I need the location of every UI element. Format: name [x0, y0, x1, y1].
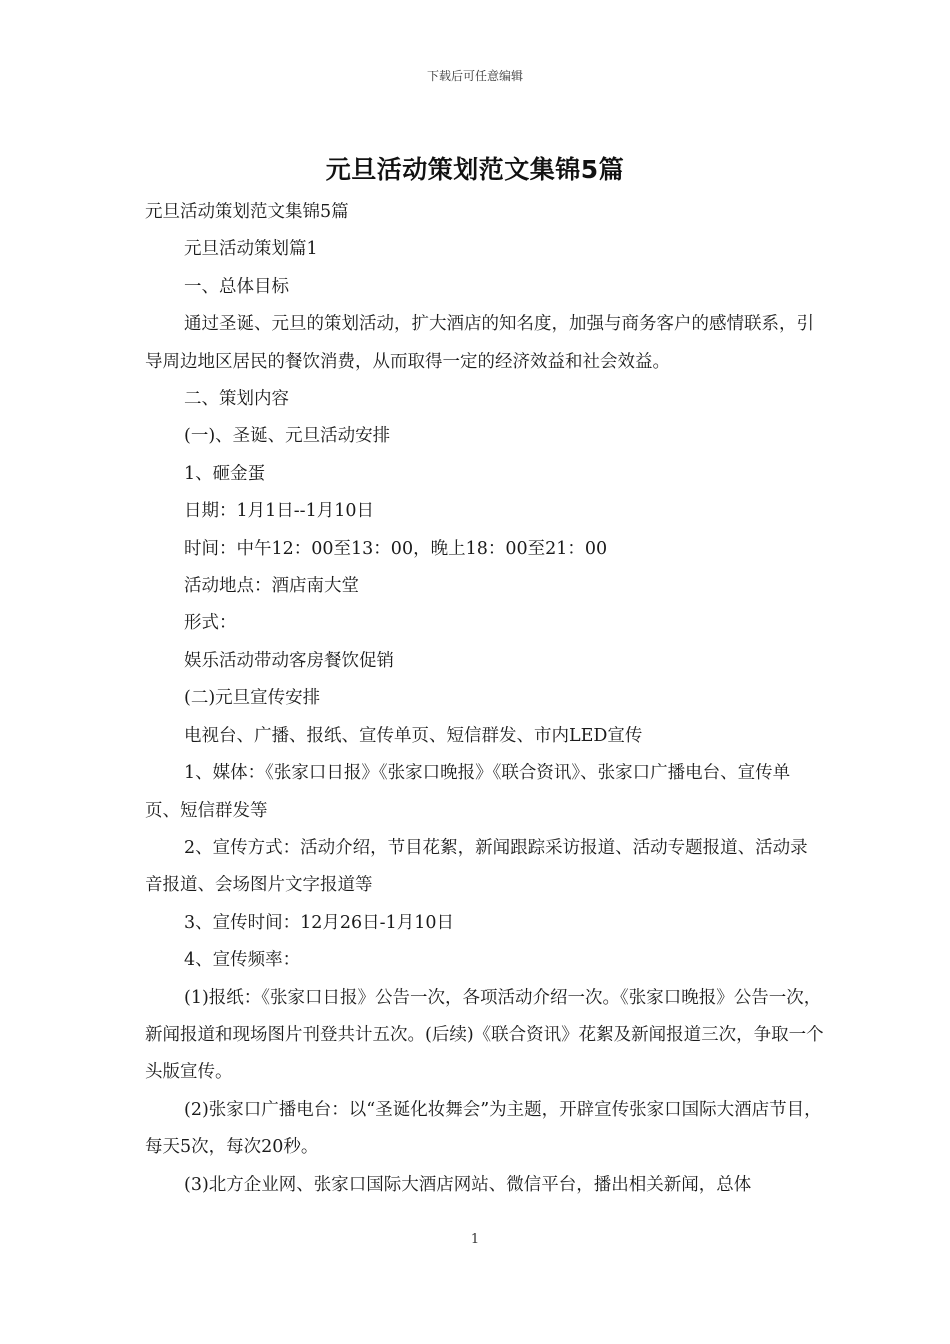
- body-paragraph: 1、媒体：《张家口日报》《张家口晚报》《联合资讯》、张家口广播电台、宣传单页、短信群发等: [145, 763, 791, 821]
- body-paragraph: 电视台、广播、报纸、宣传单页、短信群发、市内LED宣传: [184, 725, 643, 746]
- body-paragraph: (二)元旦宣传安排: [184, 688, 321, 709]
- body-paragraph: 3、宣传时间：12月26日-1月10日: [184, 912, 454, 933]
- body-paragraph: 形式：: [184, 613, 237, 634]
- body-paragraph: 元旦活动策划篇1: [184, 239, 318, 260]
- body-paragraph: 二、策划内容: [184, 389, 289, 410]
- document-body: [145, 194, 825, 1204]
- document-title: 元旦活动策划范文集锦5篇: [325, 155, 625, 184]
- body-paragraph: (一)、圣诞、元旦活动安排: [184, 426, 391, 447]
- body-paragraph: (2)张家口广播电台：以“圣诞化妆舞会”为主题，开辟宣传张家口国际大酒店节目，每天5次，每次20秒。: [145, 1099, 822, 1158]
- body-paragraph: (3)北方企业网、张家口国际大酒店网站、微信平台，播出相关新闻，总体: [184, 1174, 752, 1195]
- header-note: 下载后可任意编辑: [426, 69, 523, 83]
- body-paragraph: 2、宣传方式：活动介绍，节目花絮，新闻跟踪采访报道、活动专题报道、活动录音报道、会场图片文字报道等: [145, 837, 808, 896]
- body-paragraph: (1)报纸：《张家口日报》公告一次，各项活动介绍一次。《张家口晚报》公告一次，新闻报道和现场图片刊登共计五次。(后续)《联合资讯》花絮及新闻报道三次，争取一个头版宣传。: [145, 987, 824, 1083]
- body-paragraph: 日期：1月1日--1月10日: [184, 501, 374, 522]
- body-paragraph: 娱乐活动带动客房餐饮促销: [184, 650, 394, 671]
- body-paragraph: 通过圣诞、元旦的策划活动，扩大酒店的知名度，加强与商务客户的感情联系，引导周边地区居民的餐饮消费，从而取得一定的经济效益和社会效益。: [145, 314, 814, 372]
- body-paragraph: 活动地点：酒店南大堂: [184, 576, 359, 597]
- page-number: 1: [470, 1232, 480, 1247]
- body-paragraph: 元旦活动策划范文集锦5篇: [145, 202, 349, 222]
- body-paragraph: 一、总体目标: [184, 276, 289, 297]
- body-paragraph: 时间：中午12：00至13：00，晚上18：00至21：00: [184, 538, 608, 559]
- body-paragraph: 4、宣传频率：: [184, 950, 301, 971]
- body-paragraph: 1、砸金蛋: [184, 463, 266, 484]
